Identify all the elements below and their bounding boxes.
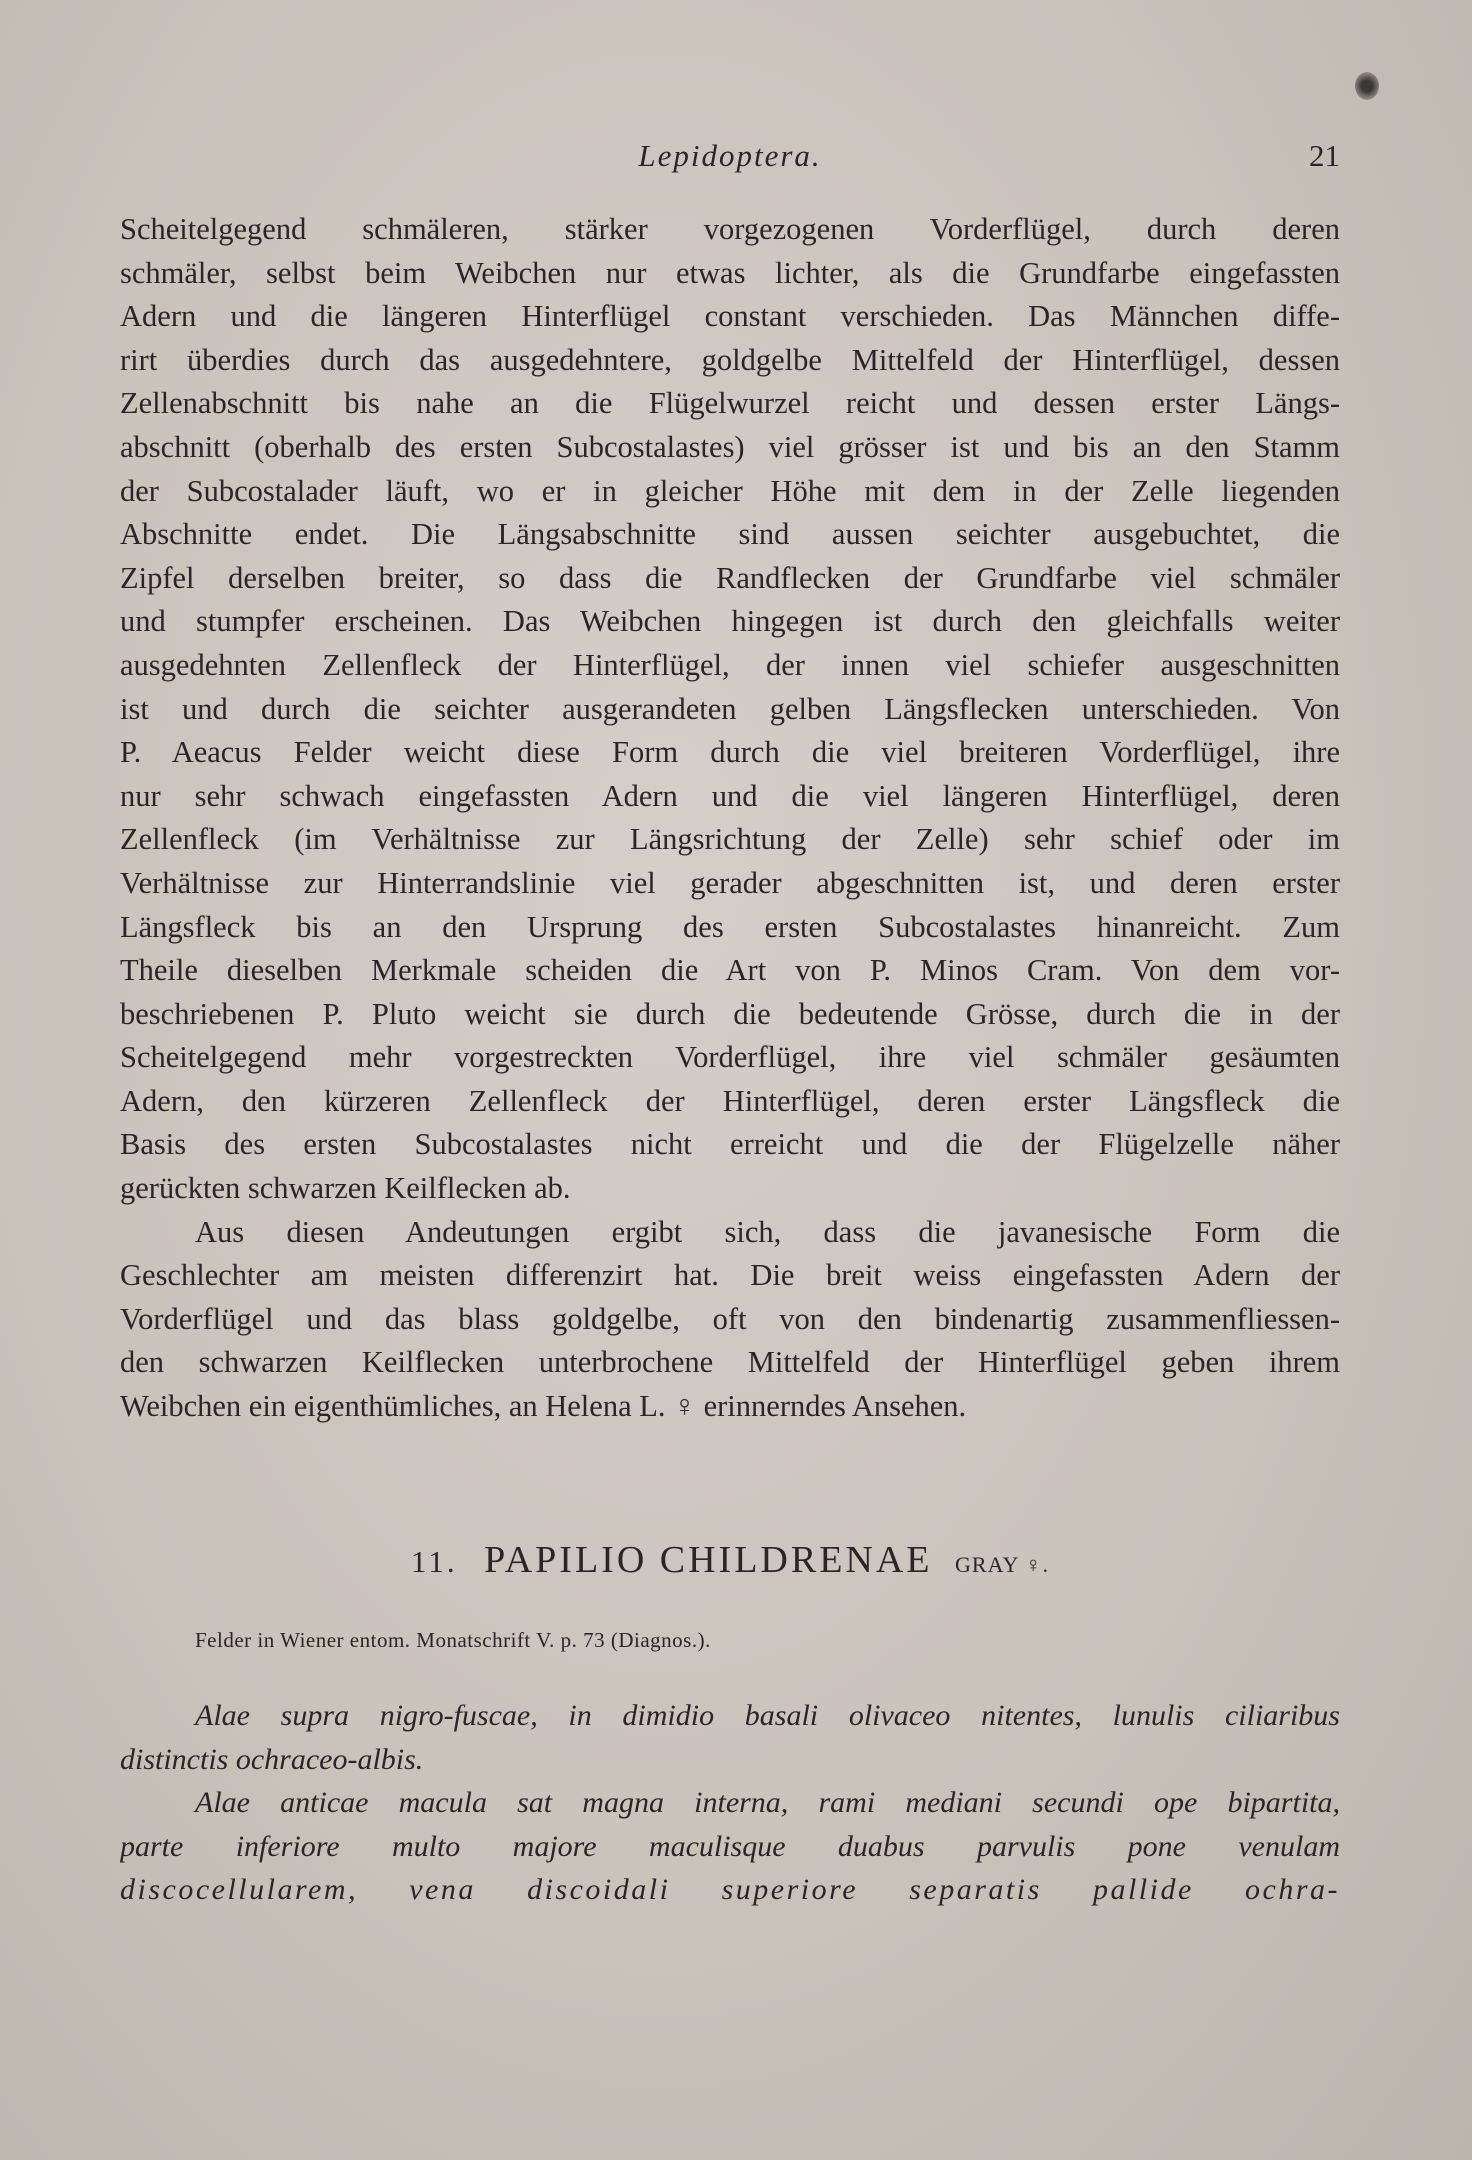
text-line: beschriebenen P. Pluto weicht sie durch die bedeutende Grösse, durch die in der [120, 996, 1340, 1031]
latin-line: distinctis ochraceo-albis. [120, 1742, 424, 1776]
text-line: Aus diesen Andeutungen ergibt sich, dass die javanesische Form die [195, 1214, 1340, 1249]
latin-diagnosis [120, 1694, 1340, 1912]
text-line: ausgedehnten Zellenfleck der Hinterflügel, der innen viel schiefer ausgeschnitten [120, 647, 1340, 682]
latin-line: parte inferiore multo majore maculisque duabus parvulis pone venulam [120, 1829, 1340, 1863]
text-line: Zellenabschnitt bis nahe an die Flügelwurzel reicht und dessen erster Längs- [120, 386, 1340, 421]
text-line: Längsfleck bis an den Ursprung des ersten Subcostalastes hinanreicht. Zum [120, 909, 1340, 944]
citation: Felder in Wiener entom. Monatschrift V. p. 73 (Diagnos.). [195, 1628, 711, 1652]
text-line: Vorderflügel und das blass goldgelbe, oft von den bindenartig zusammenfliessen- [120, 1301, 1340, 1336]
text-line: rirt überdies durch das ausgedehntere, goldgelbe Mittelfeld der Hinterflügel, dessen [120, 342, 1340, 377]
running-head [120, 138, 1340, 184]
text-line: Abschnitte endet. Die Längsabschnitte sind aussen seichter ausgebuchtet, die [120, 517, 1340, 552]
text-line: Verhältnisse zur Hinterrandslinie viel gerader abgeschnitten ist, und deren erster [120, 865, 1340, 900]
species-number: 11. [410, 1544, 458, 1579]
text-line: abschnitt (oberhalb des ersten Subcostalastes) viel grösser ist und bis an den Stamm [120, 429, 1340, 464]
species-heading [120, 1538, 1340, 1582]
text-line: Basis des ersten Subcostalastes nicht erreicht und die der Flügelzelle näher [120, 1127, 1340, 1162]
text-line: schmäler, selbst beim Weibchen nur etwas lichter, als die Grundfarbe eingefassten [120, 255, 1340, 290]
text-line: Scheitelgegend schmäleren, stärker vorgezogenen Vorderflügel, durch deren [120, 212, 1340, 246]
text-line: Scheitelgegend mehr vorgestreckten Vorderflügel, ihre viel schmäler gesäumten [120, 1040, 1340, 1075]
text-line: ist und durch die seichter ausgerandeten gelben Längsflecken unterschieden. Von [120, 691, 1340, 726]
text-line: Geschlechter am meisten differenzirt hat. Die breit weiss eingefassten Adern der [120, 1258, 1340, 1293]
text-line: den schwarzen Keilflecken unterbrochene Mittelfeld der Hinterflügel geben ihrem [120, 1345, 1340, 1380]
body-text [120, 208, 1340, 1429]
text-line: gerückten schwarzen Keilflecken ab. [120, 1171, 571, 1206]
ink-blot [1355, 72, 1379, 100]
text-line: Weibchen ein eigenthümliches, an Helena L. ♀ erinnerndes Ansehen. [120, 1389, 967, 1424]
species-author: GRAY ♀. [955, 1552, 1050, 1577]
latin-line: discocellularem, vena discoidali superiore separatis pallide ochra- [120, 1873, 1340, 1906]
species-name: PAPILIO CHILDRENAE [484, 1539, 933, 1581]
text-line: der Subcostalader läuft, wo er in gleicher Höhe mit dem in der Zelle liegenden [120, 473, 1340, 508]
text-line: Zipfel derselben breiter, so dass die Randflecken der Grundfarbe viel schmäler [120, 560, 1340, 595]
text-line: P. Aeacus Felder weicht diese Form durch die viel breiteren Vorderflügel, ihre [120, 735, 1340, 770]
latin-line: Alae supra nigro-fuscae, in dimidio basali olivaceo nitentes, lunulis ciliaribus [195, 1699, 1340, 1732]
latin-line: Alae anticae macula sat magna interna, rami mediani secundi ope bipartita, [195, 1786, 1340, 1819]
text-line: Theile dieselben Merkmale scheiden die Art von P. Minos Cram. Von dem vor- [120, 953, 1340, 988]
text-line: Zellenfleck (im Verhältnisse zur Längsrichtung der Zelle) sehr schief oder im [120, 822, 1340, 857]
running-title: Lepidoptera. [638, 138, 822, 173]
text-line: nur sehr schwach eingefassten Adern und die viel längeren Hinterflügel, deren [120, 778, 1340, 813]
text-line: und stumpfer erscheinen. Das Weibchen hingegen ist durch den gleichfalls weiter [120, 604, 1340, 639]
text-line: Adern und die längeren Hinterflügel constant verschieden. Das Männchen diffe- [120, 299, 1340, 334]
text-line: Adern, den kürzeren Zellenfleck der Hinterflügel, deren erster Längsfleck die [120, 1083, 1340, 1118]
page-number: 21 [1309, 138, 1340, 173]
